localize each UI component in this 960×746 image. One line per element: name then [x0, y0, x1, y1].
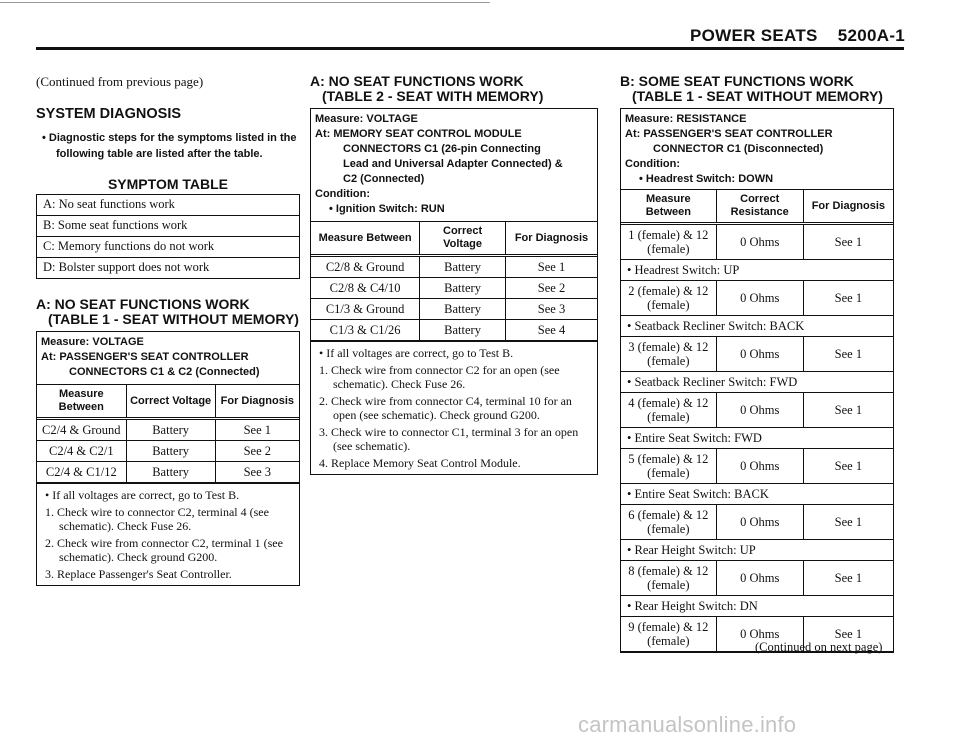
condition-cell: • Headrest Switch: UP	[621, 260, 893, 281]
procedure-b1-title	[620, 74, 894, 104]
system-diagnosis-bullet: • Diagnostic steps for the symptoms listed in the following table are listed after the table.	[42, 132, 297, 160]
cell-measure: 1 (female) & 12 (female)	[621, 224, 716, 260]
cell-measure: 6 (female) & 12 (female)	[621, 505, 716, 540]
cell-measure: 2 (female) & 12 (female)	[621, 281, 716, 316]
procedure-b1-title-line2: (TABLE 1 - SEAT WITHOUT MEMORY)	[632, 88, 883, 104]
cell-correct: Battery	[420, 256, 506, 278]
col-header-diagnosis: For Diagnosis	[803, 190, 893, 224]
table-row	[37, 441, 299, 462]
condition-label: Condition:	[625, 158, 680, 170]
cell-measure: 3 (female) & 12 (female)	[621, 337, 716, 372]
table-row	[311, 299, 597, 320]
cell-diagnosis: See 1	[803, 561, 893, 596]
condition-cell: • Entire Seat Switch: BACK	[621, 484, 893, 505]
cell-measure: C1/3 & C1/26	[311, 320, 420, 341]
cell-correct: Battery	[126, 441, 215, 462]
col-header-measure: Measure Between	[37, 385, 126, 419]
cell-diagnosis: See 1	[505, 256, 597, 278]
condition-row	[621, 596, 893, 617]
cell-correct: 0 Ohms	[716, 617, 803, 652]
table-row	[621, 561, 893, 596]
col-header-diagnosis: For Diagnosis	[505, 222, 597, 256]
cell-measure: 9 (female) & 12 (female)	[621, 617, 716, 652]
step-item: 2. Check wire from connector C2, terminal 1 (see schematic). Check ground G200.	[45, 536, 283, 564]
table-row	[37, 419, 299, 441]
step-item: 1. Check wire to connector C2, terminal 4 (see schematic). Check Fuse 26.	[45, 505, 269, 533]
procedure-a1-conditions	[37, 332, 299, 384]
at-label-continued: CONNECTOR C1 (Disconnected)	[653, 143, 824, 155]
condition-row	[621, 260, 893, 281]
condition-cell: • Rear Height Switch: UP	[621, 540, 893, 561]
cell-correct: 0 Ohms	[716, 505, 803, 540]
condition-cell: • Entire Seat Switch: FWD	[621, 428, 893, 449]
at-label-continued: CONNECTORS C1 & C2 (Connected)	[69, 366, 260, 378]
procedure-a2-table	[311, 221, 597, 341]
procedure-a1-table	[37, 384, 299, 483]
step-item: 1. Check wire from connector C2 for an open (see schematic). Check Fuse 26.	[319, 363, 560, 391]
column-right	[620, 74, 894, 653]
table-row	[621, 224, 893, 260]
cell-diagnosis: See 1	[803, 337, 893, 372]
step-item: • If all voltages are correct, go to Test B.	[319, 346, 514, 360]
cell-diagnosis: See 1	[803, 224, 893, 260]
procedure-a1-title-line2: (TABLE 1 - SEAT WITHOUT MEMORY)	[48, 311, 299, 327]
column-middle	[310, 74, 598, 475]
at-label: At: PASSENGER'S SEAT CONTROLLER	[41, 351, 249, 363]
cell-diagnosis: See 2	[215, 441, 299, 462]
col-header-correct: Correct Voltage	[420, 222, 506, 256]
procedure-a2-steps	[311, 341, 597, 474]
measure-label: Measure: VOLTAGE	[315, 113, 418, 125]
cell-diagnosis: See 1	[215, 419, 299, 441]
at-label-continued: CONNECTORS C1 (26-pin Connecting	[343, 143, 541, 155]
cell-measure: 5 (female) & 12 (female)	[621, 449, 716, 484]
top-rule	[0, 2, 490, 3]
condition-value: • Headrest Switch: DOWN	[639, 173, 774, 185]
condition-row	[621, 484, 893, 505]
cell-correct: 0 Ohms	[716, 337, 803, 372]
procedure-b1-conditions	[621, 109, 893, 189]
cell-diagnosis: See 3	[505, 299, 597, 320]
cell-correct: 0 Ohms	[716, 224, 803, 260]
cell-correct: 0 Ohms	[716, 449, 803, 484]
table-row	[621, 337, 893, 372]
cell-diagnosis: See 1	[803, 449, 893, 484]
at-label-continued: C2 (Connected)	[343, 173, 425, 185]
cell-diagnosis: See 1	[803, 393, 893, 428]
condition-cell: • Rear Height Switch: DN	[621, 596, 893, 617]
table-row	[621, 505, 893, 540]
symptom-table	[36, 194, 300, 279]
cell-correct: Battery	[126, 419, 215, 441]
condition-value: • Ignition Switch: RUN	[329, 203, 445, 215]
cell-measure: C1/3 & Ground	[311, 299, 420, 320]
cell-measure: C2/4 & Ground	[37, 419, 126, 441]
cell-correct: 0 Ohms	[716, 393, 803, 428]
cell-measure: C2/8 & Ground	[311, 256, 420, 278]
cell-measure: C2/4 & C2/1	[37, 441, 126, 462]
cell-diagnosis: See 1	[803, 617, 893, 652]
condition-cell: • Seatback Recliner Switch: FWD	[621, 372, 893, 393]
procedure-b1-title-line1: B: SOME SEAT FUNCTIONS WORK	[620, 73, 854, 89]
cell-diagnosis: See 3	[215, 462, 299, 483]
procedure-a2-box	[310, 108, 598, 475]
table-row	[311, 256, 597, 278]
symptom-row: A: No seat functions work	[37, 195, 299, 216]
at-label-continued: Lead and Universal Adapter Connected) &	[343, 158, 563, 170]
procedure-b1-table	[621, 189, 893, 652]
condition-row	[621, 540, 893, 561]
cell-correct: Battery	[420, 320, 506, 341]
continued-on-note: (Continued on next page)	[755, 640, 883, 654]
cell-correct: Battery	[126, 462, 215, 483]
condition-label: Condition:	[315, 188, 370, 200]
condition-cell: • Seatback Recliner Switch: BACK	[621, 316, 893, 337]
column-left	[36, 74, 300, 586]
header-rule	[36, 47, 904, 50]
system-diagnosis-heading: SYSTEM DIAGNOSIS	[36, 106, 182, 122]
condition-row	[621, 316, 893, 337]
measure-label: Measure: VOLTAGE	[41, 336, 144, 348]
cell-diagnosis: See 4	[505, 320, 597, 341]
cell-correct: 0 Ohms	[716, 281, 803, 316]
cell-measure: 8 (female) & 12 (female)	[621, 561, 716, 596]
at-label: At: PASSENGER'S SEAT CONTROLLER	[625, 128, 833, 140]
measure-label: Measure: RESISTANCE	[625, 113, 747, 125]
watermark: carmanualsonline.info	[578, 712, 797, 737]
step-item: 3. Check wire to connector C1, terminal 3 for an open (see schematic).	[319, 425, 579, 453]
procedure-a1-title	[36, 297, 300, 327]
step-item: 4. Replace Memory Seat Control Module.	[319, 456, 521, 470]
procedure-b1-box	[620, 108, 894, 653]
procedure-a1-steps	[37, 483, 299, 585]
table-row	[621, 393, 893, 428]
col-header-correct: Correct Voltage	[126, 385, 215, 419]
symptom-row: D: Bolster support does not work	[43, 260, 210, 274]
symptom-table-heading: SYMPTOM TABLE	[107, 176, 229, 192]
procedure-a1-box	[36, 331, 300, 586]
condition-row	[621, 372, 893, 393]
cell-correct: Battery	[420, 299, 506, 320]
symptom-row: B: Some seat functions work	[37, 216, 299, 237]
col-header-measure: Measure Between	[311, 222, 420, 256]
table-row	[37, 462, 299, 483]
symptom-row: C: Memory functions do not work	[37, 237, 299, 258]
step-item: 3. Replace Passenger's Seat Controller.	[45, 567, 232, 581]
procedure-a2-title-line1: A: NO SEAT FUNCTIONS WORK	[310, 73, 524, 89]
cell-measure: C2/4 & C1/12	[37, 462, 126, 483]
procedure-a1-title-line1: A: NO SEAT FUNCTIONS WORK	[36, 296, 250, 312]
cell-correct: Battery	[420, 278, 506, 299]
col-header-correct: Correct Resistance	[716, 190, 803, 224]
procedure-a2-title	[310, 74, 598, 104]
continued-from-note: (Continued from previous page)	[36, 74, 204, 89]
page-header-title: POWER SEATS 5200A-1	[690, 26, 906, 45]
cell-correct: 0 Ohms	[716, 561, 803, 596]
cell-measure: 4 (female) & 12 (female)	[621, 393, 716, 428]
table-row	[311, 320, 597, 341]
at-label: At: MEMORY SEAT CONTROL MODULE	[315, 128, 522, 140]
col-header-diagnosis: For Diagnosis	[215, 385, 299, 419]
step-item: 2. Check wire from connector C4, terminal 10 for an open (see schematic). Check ground G200.	[319, 394, 572, 422]
cell-diagnosis: See 2	[505, 278, 597, 299]
table-row	[621, 281, 893, 316]
table-row	[311, 278, 597, 299]
cell-measure: C2/8 & C4/10	[311, 278, 420, 299]
table-row	[621, 449, 893, 484]
procedure-a2-conditions	[311, 109, 597, 221]
step-item: • If all voltages are correct, go to Test B.	[45, 488, 240, 502]
cell-diagnosis: See 1	[803, 505, 893, 540]
condition-row	[621, 428, 893, 449]
cell-diagnosis: See 1	[803, 281, 893, 316]
procedure-a2-title-line2: (TABLE 2 - SEAT WITH MEMORY)	[322, 88, 544, 104]
col-header-measure: Measure Between	[621, 190, 716, 224]
